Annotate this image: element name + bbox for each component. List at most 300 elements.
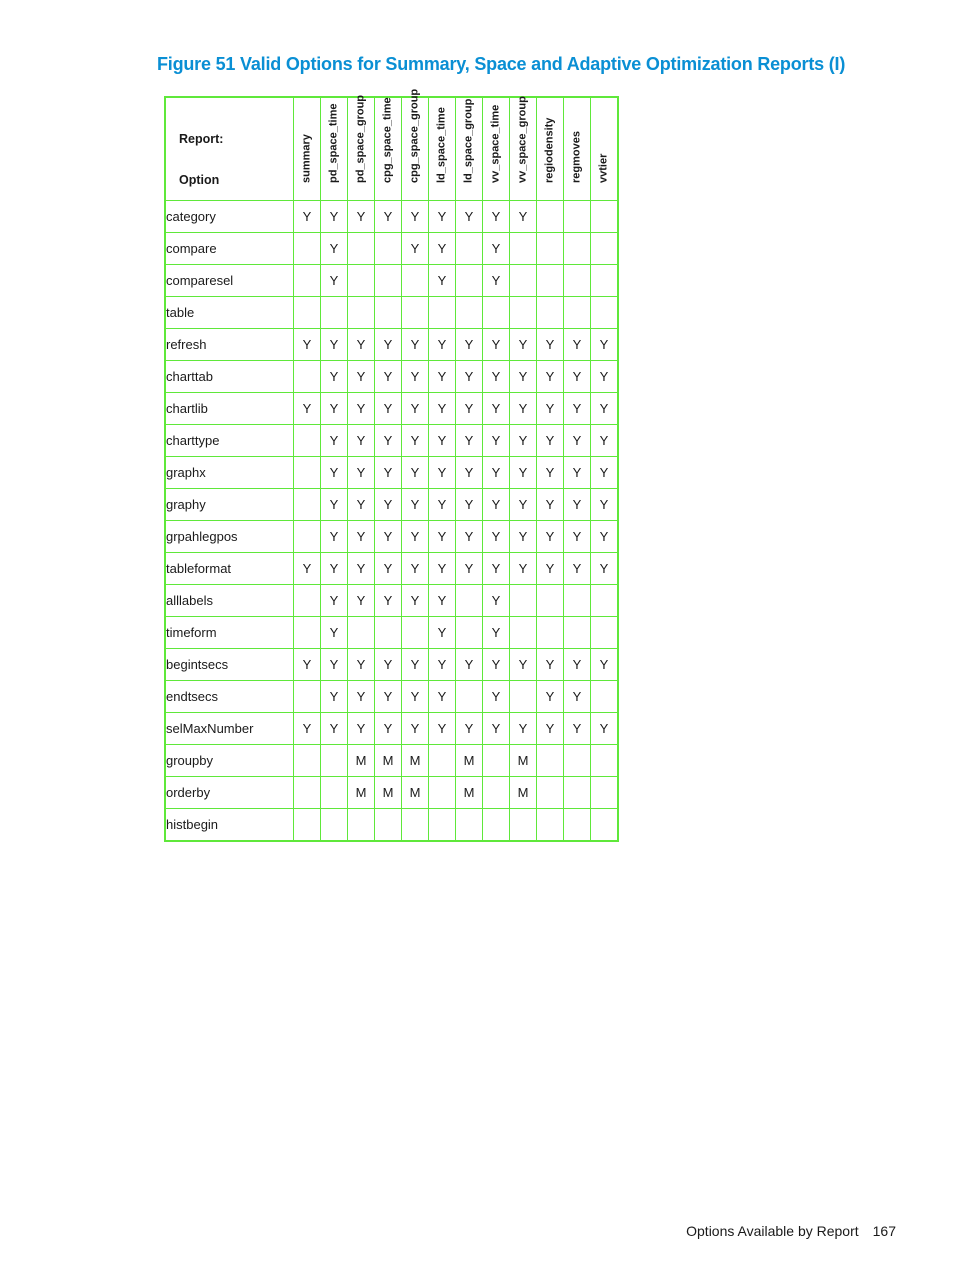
table-cell: Y	[402, 713, 429, 745]
table-cell: Y	[321, 329, 348, 361]
column-header-label: ld_space_time	[435, 107, 448, 183]
table-cell: Y	[321, 649, 348, 681]
table-cell: Y	[483, 553, 510, 585]
table-cell	[564, 265, 591, 297]
column-header-label: ld_space_group	[462, 98, 475, 183]
page-number: 167	[872, 1223, 896, 1239]
column-header	[510, 97, 537, 201]
table-cell: M	[510, 777, 537, 809]
table-cell	[294, 233, 321, 265]
column-header-label: vv_space_time	[489, 104, 502, 183]
table-cell: Y	[321, 681, 348, 713]
table-cell: Y	[456, 489, 483, 521]
table-cell: Y	[402, 681, 429, 713]
table-cell	[348, 809, 375, 842]
table-cell	[564, 297, 591, 329]
column-header	[321, 97, 348, 201]
table-cell: Y	[429, 553, 456, 585]
column-header	[294, 97, 321, 201]
table-cell: Y	[294, 393, 321, 425]
table-cell: Y	[510, 361, 537, 393]
table-row	[165, 265, 618, 297]
option-name: tableformat	[165, 553, 294, 585]
table-cell	[375, 265, 402, 297]
column-header	[537, 97, 564, 201]
table-cell	[564, 809, 591, 842]
table-cell: Y	[591, 649, 619, 681]
table-cell	[483, 745, 510, 777]
table-cell: Y	[402, 585, 429, 617]
table-cell: Y	[456, 201, 483, 233]
table-cell	[321, 745, 348, 777]
table-cell	[294, 521, 321, 553]
table-cell	[483, 777, 510, 809]
table-cell: Y	[402, 393, 429, 425]
table-cell	[348, 617, 375, 649]
table-cell: M	[348, 745, 375, 777]
table-cell: Y	[456, 553, 483, 585]
table-cell: Y	[564, 553, 591, 585]
table-cell	[591, 265, 619, 297]
table-cell: Y	[591, 425, 619, 457]
table-cell: Y	[375, 201, 402, 233]
table-cell: Y	[294, 201, 321, 233]
table-cell	[591, 233, 619, 265]
table-cell: Y	[348, 361, 375, 393]
table-cell	[537, 745, 564, 777]
table-cell: Y	[510, 553, 537, 585]
option-name: table	[165, 297, 294, 329]
column-header	[429, 97, 456, 201]
table-cell: Y	[510, 649, 537, 681]
table-row	[165, 617, 618, 649]
table-cell: Y	[321, 553, 348, 585]
table-row	[165, 777, 618, 809]
table-cell	[537, 777, 564, 809]
table-cell	[294, 361, 321, 393]
table-cell: Y	[348, 201, 375, 233]
table-cell: Y	[402, 201, 429, 233]
table-cell: Y	[429, 681, 456, 713]
table-cell	[483, 297, 510, 329]
option-name: graphx	[165, 457, 294, 489]
table-cell: Y	[483, 585, 510, 617]
table-cell: Y	[591, 489, 619, 521]
table-row	[165, 361, 618, 393]
table-cell: Y	[294, 713, 321, 745]
table-cell	[510, 681, 537, 713]
table-cell: Y	[321, 457, 348, 489]
table-cell	[456, 265, 483, 297]
table-row	[165, 585, 618, 617]
table-cell: Y	[537, 425, 564, 457]
table-cell: Y	[429, 201, 456, 233]
table-cell	[537, 233, 564, 265]
table-cell: M	[375, 745, 402, 777]
table-cell	[321, 777, 348, 809]
table-cell: Y	[402, 521, 429, 553]
table-cell	[456, 617, 483, 649]
table-cell: M	[402, 777, 429, 809]
table-cell	[294, 489, 321, 521]
table-cell: Y	[483, 681, 510, 713]
table-cell	[429, 297, 456, 329]
table-cell	[375, 297, 402, 329]
table-cell: Y	[321, 521, 348, 553]
table-cell	[375, 809, 402, 842]
table-cell: Y	[402, 649, 429, 681]
table-cell: Y	[591, 329, 619, 361]
option-name: selMaxNumber	[165, 713, 294, 745]
table-cell: Y	[429, 617, 456, 649]
table-cell: M	[456, 777, 483, 809]
table-cell: Y	[591, 457, 619, 489]
table-cell: Y	[429, 713, 456, 745]
table-cell: Y	[510, 457, 537, 489]
column-header	[564, 97, 591, 201]
table-cell: Y	[348, 521, 375, 553]
table-cell	[294, 457, 321, 489]
table-cell	[537, 585, 564, 617]
table-cell: Y	[456, 361, 483, 393]
table-cell	[564, 233, 591, 265]
table-cell	[537, 297, 564, 329]
option-name: alllabels	[165, 585, 294, 617]
table-cell: Y	[321, 489, 348, 521]
table-cell: Y	[456, 649, 483, 681]
table-cell: Y	[537, 329, 564, 361]
column-header-label: pd_space_group	[354, 94, 367, 183]
option-name: charttype	[165, 425, 294, 457]
table-cell: Y	[375, 521, 402, 553]
table-cell	[402, 809, 429, 842]
table-row	[165, 809, 618, 842]
table-cell: M	[510, 745, 537, 777]
table-cell: Y	[483, 361, 510, 393]
column-header	[456, 97, 483, 201]
column-header	[348, 94, 375, 201]
table-cell	[294, 681, 321, 713]
table-cell	[591, 745, 619, 777]
table-cell: Y	[564, 681, 591, 713]
options-table	[164, 88, 619, 842]
table-cell	[591, 297, 619, 329]
table-cell: Y	[510, 201, 537, 233]
table-cell	[591, 617, 619, 649]
table-cell: Y	[294, 329, 321, 361]
table-cell	[456, 809, 483, 842]
table-row	[165, 521, 618, 553]
table-cell: Y	[375, 361, 402, 393]
table-cell	[294, 809, 321, 842]
table-cell	[591, 201, 619, 233]
table-cell: Y	[564, 361, 591, 393]
table-cell	[564, 617, 591, 649]
table-cell: Y	[429, 521, 456, 553]
table-cell: Y	[591, 713, 619, 745]
table-cell	[483, 809, 510, 842]
table-cell	[348, 233, 375, 265]
table-cell: Y	[483, 489, 510, 521]
table-cell: Y	[375, 457, 402, 489]
table-cell: Y	[510, 425, 537, 457]
table-cell: Y	[537, 489, 564, 521]
table-cell	[294, 297, 321, 329]
table-row	[165, 329, 618, 361]
table-cell: Y	[348, 393, 375, 425]
table-row	[165, 649, 618, 681]
column-header-label: regiodensity	[543, 117, 556, 183]
table-cell: Y	[456, 457, 483, 489]
table-cell	[510, 265, 537, 297]
table-cell: Y	[537, 521, 564, 553]
table-cell	[456, 681, 483, 713]
table-cell: Y	[483, 617, 510, 649]
table-cell	[294, 777, 321, 809]
table-row	[165, 553, 618, 585]
table-cell: Y	[483, 425, 510, 457]
table-cell: Y	[348, 585, 375, 617]
table-cell: M	[456, 745, 483, 777]
table-cell: Y	[537, 457, 564, 489]
table-row	[165, 745, 618, 777]
table-cell: Y	[375, 713, 402, 745]
table-cell: Y	[294, 553, 321, 585]
table-cell	[510, 233, 537, 265]
table-corner-cell	[165, 97, 294, 201]
table-cell: Y	[564, 457, 591, 489]
table-cell: Y	[429, 361, 456, 393]
table-cell	[294, 585, 321, 617]
column-header	[483, 97, 510, 201]
table-cell: Y	[402, 361, 429, 393]
table-cell: Y	[510, 329, 537, 361]
table-row	[165, 425, 618, 457]
table-cell	[510, 809, 537, 842]
table-body	[165, 201, 618, 842]
table-cell: Y	[591, 521, 619, 553]
option-name: category	[165, 201, 294, 233]
table-cell: M	[375, 777, 402, 809]
table-cell: Y	[402, 233, 429, 265]
column-header-label: summary	[300, 134, 313, 183]
table-cell	[456, 297, 483, 329]
table-cell: Y	[483, 649, 510, 681]
column-header-label: vvtier	[597, 153, 610, 183]
table-row	[165, 489, 618, 521]
column-header-label: cpg_space_time	[381, 97, 394, 183]
footer-section-title: Options Available by Report	[686, 1223, 859, 1239]
table-row	[165, 233, 618, 265]
column-header	[402, 88, 429, 201]
figure-title: Figure 51 Valid Options for Summary, Space and Adaptive Optimization Reports (I)	[157, 54, 846, 74]
option-name: timeform	[165, 617, 294, 649]
table-row	[165, 297, 618, 329]
table-cell: Y	[483, 201, 510, 233]
table-cell: Y	[375, 393, 402, 425]
option-name: comparesel	[165, 265, 294, 297]
table-cell: Y	[348, 425, 375, 457]
table-cell: Y	[429, 329, 456, 361]
table-cell: Y	[483, 265, 510, 297]
table-cell: Y	[321, 201, 348, 233]
table-cell: Y	[591, 393, 619, 425]
table-cell: Y	[456, 329, 483, 361]
table-cell: Y	[375, 585, 402, 617]
table-cell: Y	[456, 425, 483, 457]
table-cell	[537, 201, 564, 233]
table-cell: Y	[564, 713, 591, 745]
option-name: grpahlegpos	[165, 521, 294, 553]
column-header-label: pd_space_time	[327, 103, 340, 183]
column-header	[591, 97, 619, 201]
table-cell	[564, 201, 591, 233]
table-cell	[510, 585, 537, 617]
table-cell	[537, 809, 564, 842]
table-cell: Y	[564, 425, 591, 457]
table-cell	[537, 617, 564, 649]
table-cell: Y	[375, 329, 402, 361]
table-cell	[348, 297, 375, 329]
table-cell	[591, 585, 619, 617]
table-cell	[591, 681, 619, 713]
column-header-label: regmoves	[570, 131, 583, 183]
table-cell	[456, 585, 483, 617]
table-cell: Y	[510, 521, 537, 553]
table-cell: Y	[510, 713, 537, 745]
option-name: begintsecs	[165, 649, 294, 681]
table-cell: Y	[564, 329, 591, 361]
table-cell: Y	[483, 713, 510, 745]
table-cell: Y	[402, 425, 429, 457]
table-cell: Y	[321, 265, 348, 297]
table-cell: Y	[429, 585, 456, 617]
table-cell: Y	[591, 361, 619, 393]
table-header-row	[165, 97, 618, 201]
table-cell: Y	[348, 681, 375, 713]
table-cell: Y	[429, 233, 456, 265]
table-cell: Y	[483, 233, 510, 265]
table-cell	[564, 777, 591, 809]
table-cell	[294, 425, 321, 457]
table-cell: Y	[375, 681, 402, 713]
report-label: Report:	[179, 132, 224, 146]
table-cell: Y	[483, 521, 510, 553]
table-cell: Y	[591, 553, 619, 585]
table-cell: Y	[321, 393, 348, 425]
table-cell: Y	[402, 553, 429, 585]
option-name: refresh	[165, 329, 294, 361]
option-label: Option	[179, 173, 220, 187]
table-cell	[321, 297, 348, 329]
option-name: histbegin	[165, 809, 294, 842]
table-cell: Y	[510, 393, 537, 425]
page-footer	[686, 1223, 896, 1239]
table-cell: Y	[429, 649, 456, 681]
column-header	[375, 97, 402, 201]
table-cell	[429, 809, 456, 842]
table-cell: Y	[321, 617, 348, 649]
table-cell	[375, 233, 402, 265]
table-cell: Y	[456, 521, 483, 553]
table-cell	[294, 617, 321, 649]
table-cell: Y	[564, 649, 591, 681]
table-cell	[294, 745, 321, 777]
table-cell: Y	[375, 425, 402, 457]
option-name: endtsecs	[165, 681, 294, 713]
table-cell: Y	[402, 329, 429, 361]
table-cell: Y	[537, 681, 564, 713]
table-cell: Y	[483, 457, 510, 489]
table-cell	[564, 745, 591, 777]
table-cell	[402, 297, 429, 329]
table-cell: Y	[429, 265, 456, 297]
table-cell	[591, 777, 619, 809]
table-cell: Y	[321, 713, 348, 745]
table-cell: Y	[348, 489, 375, 521]
table-cell: Y	[537, 649, 564, 681]
option-name: chartlib	[165, 393, 294, 425]
table-cell: Y	[537, 553, 564, 585]
table-cell: Y	[456, 393, 483, 425]
table-cell: Y	[510, 489, 537, 521]
table-cell	[402, 265, 429, 297]
table-cell: Y	[429, 489, 456, 521]
table-cell	[537, 265, 564, 297]
table-row	[165, 713, 618, 745]
table-cell	[348, 265, 375, 297]
option-name: groupby	[165, 745, 294, 777]
table-cell: M	[348, 777, 375, 809]
table-cell: Y	[321, 425, 348, 457]
table-cell: Y	[321, 233, 348, 265]
column-header-label: cpg_space_group	[408, 88, 421, 183]
table-cell: Y	[537, 361, 564, 393]
table-cell: Y	[429, 457, 456, 489]
table-cell	[375, 617, 402, 649]
table-cell: Y	[348, 329, 375, 361]
table-cell	[429, 745, 456, 777]
table-row	[165, 457, 618, 489]
table-cell: Y	[402, 457, 429, 489]
table-row	[165, 201, 618, 233]
table-cell: Y	[321, 585, 348, 617]
option-name: charttab	[165, 361, 294, 393]
table-cell: Y	[348, 457, 375, 489]
table-cell: Y	[321, 361, 348, 393]
table-cell: Y	[375, 649, 402, 681]
table-cell: Y	[348, 713, 375, 745]
option-name: graphy	[165, 489, 294, 521]
option-name: orderby	[165, 777, 294, 809]
table-cell	[510, 297, 537, 329]
table-cell: Y	[375, 489, 402, 521]
table-cell: Y	[402, 489, 429, 521]
table-cell: Y	[348, 553, 375, 585]
table-cell: Y	[483, 393, 510, 425]
table-cell: Y	[429, 425, 456, 457]
table-cell: Y	[564, 521, 591, 553]
table-cell: Y	[564, 489, 591, 521]
table-cell: Y	[483, 329, 510, 361]
table-cell	[321, 809, 348, 842]
table-cell	[402, 617, 429, 649]
table-cell: Y	[429, 393, 456, 425]
column-header-label: vv_space_group	[516, 96, 529, 183]
table-cell: Y	[456, 713, 483, 745]
table-cell	[429, 777, 456, 809]
table-cell: Y	[537, 713, 564, 745]
